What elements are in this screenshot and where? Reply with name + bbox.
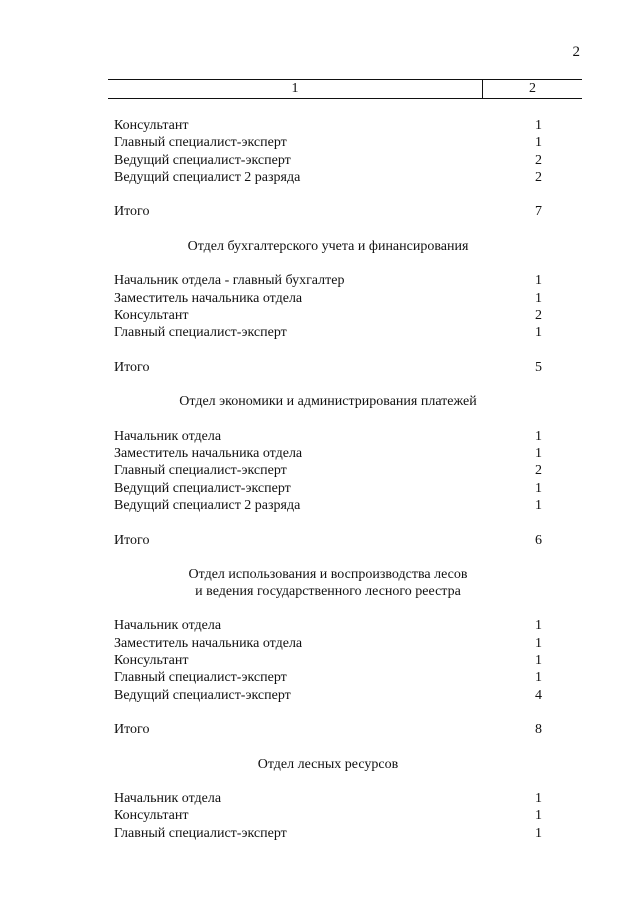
table-row (114, 152, 542, 169)
table-row (114, 428, 542, 445)
table-header (108, 79, 582, 99)
table-row (114, 652, 542, 669)
position-label: Главный специалист-эксперт (114, 670, 287, 686)
position-label: Консультант (114, 653, 189, 669)
position-count: 2 (535, 463, 542, 479)
position-count: 2 (535, 307, 542, 323)
total-label: Итого (114, 722, 150, 738)
total-row (114, 359, 542, 376)
table-row (114, 669, 542, 686)
section-economics (114, 393, 542, 548)
table-row (114, 169, 542, 186)
position-label: Консультант (114, 808, 189, 824)
position-count: 1 (535, 273, 542, 289)
position-label: Консультант (114, 307, 189, 323)
total-row (114, 203, 542, 220)
total-label: Итого (114, 359, 150, 375)
position-label: Заместитель начальника отдела (114, 635, 303, 651)
total-count: 7 (535, 204, 542, 220)
position-count: 1 (535, 325, 542, 341)
position-label: Начальник отдела - главный бухгалтер (114, 273, 345, 289)
position-label: Главный специалист-эксперт (114, 325, 287, 341)
table-row (114, 825, 542, 842)
position-label: Заместитель начальника отдела (114, 290, 303, 306)
position-label: Ведущий специалист 2 разряда (114, 497, 301, 513)
total-row (114, 532, 542, 549)
section-title-line2: и ведения государственного лесного реестра (195, 584, 461, 600)
position-label: Главный специалист-эксперт (114, 825, 287, 841)
position-label: Начальник отдела (114, 428, 222, 444)
section-title: Отдел экономики и администрирования платежей (179, 394, 477, 410)
table-row (114, 687, 542, 704)
position-count: 1 (535, 497, 542, 513)
position-count: 1 (535, 653, 542, 669)
table-row (114, 272, 542, 289)
position-count: 1 (535, 635, 542, 651)
position-label: Начальник отдела (114, 791, 222, 807)
position-label: Ведущий специалист-эксперт (114, 152, 291, 168)
table-row (114, 462, 542, 479)
section-title: Отдел использования и воспроизводства лесов (188, 567, 468, 583)
position-label: Ведущий специалист 2 разряда (114, 169, 301, 185)
total-count: 5 (535, 359, 542, 375)
table-row (114, 324, 542, 341)
position-label: Консультант (114, 118, 189, 133)
position-count: 4 (535, 687, 542, 703)
position-count: 1 (535, 446, 542, 462)
table-row (114, 290, 542, 307)
position-count: 1 (535, 791, 542, 807)
table-row (114, 617, 542, 634)
table-row (114, 807, 542, 824)
table-row (114, 445, 542, 462)
table-row (114, 635, 542, 652)
position-label: Главный специалист-эксперт (114, 463, 287, 479)
position-label: Ведущий специалист-эксперт (114, 687, 291, 703)
table-row (114, 497, 542, 514)
position-count: 1 (535, 618, 542, 634)
table-row (114, 307, 542, 324)
position-count: 2 (535, 152, 542, 168)
position-count: 1 (535, 290, 542, 306)
position-count: 1 (535, 135, 542, 151)
section-accounting (114, 238, 542, 376)
position-label: Заместитель начальника отдела (114, 446, 303, 462)
table-row (114, 480, 542, 497)
position-count: 1 (535, 428, 542, 444)
section-unnamed (114, 117, 542, 221)
table-row (114, 790, 542, 807)
total-count: 6 (535, 532, 542, 548)
total-row (114, 721, 542, 738)
section-title: Отдел бухгалтерского учета и финансирования (187, 239, 469, 255)
total-label: Итого (114, 532, 150, 548)
table-header-col1: 1 (108, 80, 483, 98)
position-label: Начальник отдела (114, 618, 222, 634)
table-header-col2: 2 (529, 81, 536, 96)
total-label: Итого (114, 204, 150, 220)
section-title: Отдел лесных ресурсов (257, 756, 399, 772)
table-row (114, 134, 542, 151)
position-label: Ведущий специалист-эксперт (114, 480, 291, 496)
position-count: 1 (535, 825, 542, 841)
section-forest-resources (114, 756, 542, 842)
position-count: 1 (535, 808, 542, 824)
position-count: 2 (535, 169, 542, 185)
table-row (114, 117, 542, 134)
position-label: Главный специалист-эксперт (114, 135, 287, 151)
position-count: 1 (535, 480, 542, 496)
total-count: 8 (535, 722, 542, 738)
page-number: 2 (572, 44, 580, 60)
position-count: 1 (535, 118, 542, 133)
section-forest-use (114, 566, 542, 738)
staff-list (114, 117, 542, 842)
position-count: 1 (535, 670, 542, 686)
